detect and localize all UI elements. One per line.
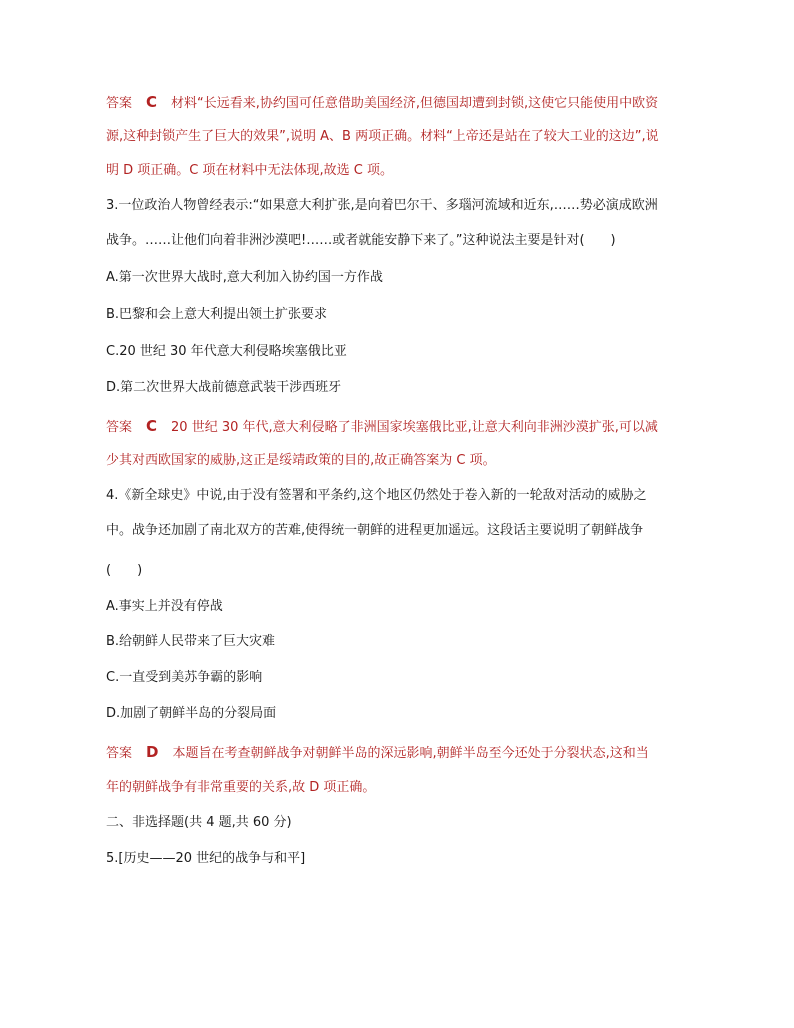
answer-2-letter: C [146, 93, 158, 111]
answer-4-text-1: 本题旨在考查朝鲜战争对朝鲜半岛的深远影响,朝鲜半岛至今还处于分裂状态,这和当 [172, 746, 649, 761]
answer-3-tag: 答案 [106, 420, 133, 435]
answer-4-line-1 [106, 744, 649, 762]
question-4-stem-1: 4.《新全球史》中说,由于没有签署和平条约,这个地区仍然处于卷入新的一轮敌对活动的威胁之 [106, 488, 647, 503]
question-4-option-d: D.加剧了朝鲜半岛的分裂局面 [106, 706, 277, 721]
question-3-option-c: C.20 世纪 30 年代意大利侵略埃塞俄比亚 [106, 344, 347, 359]
answer-2-tag: 答案 [106, 96, 133, 111]
question-4-stem-3: ( ) [106, 563, 143, 578]
question-4-option-c: C.一直受到美苏争霸的影响 [106, 670, 263, 685]
question-5-heading: 5.[历史——20 世纪的战争与和平] [106, 851, 306, 866]
answer-2-text-1: 材料“长远看来,协约国可任意借助美国经济,但德国却遭到封锁,这使它只能使用中欧资 [171, 96, 659, 111]
question-3-stem-1: 3.一位政治人物曾经表示:“如果意大利扩张,是向着巴尔干、多瑙河流域和近东,……势必演成欧洲 [106, 198, 658, 213]
question-4-stem-2: 中。战争还加剧了南北双方的苦难,使得统一朝鲜的进程更加遥远。这段话主要说明了朝鲜战争 [106, 523, 644, 538]
answer-4-tag: 答案 [106, 746, 133, 761]
answer-3-letter: C [146, 417, 158, 435]
question-3-option-d: D.第二次世界大战前德意武装干涉西班牙 [106, 380, 342, 395]
section-2-heading: 二、非选择题(共 4 题,共 60 分) [106, 815, 292, 830]
question-4-option-b: B.给朝鲜人民带来了巨大灾难 [106, 634, 276, 649]
answer-2-line-1 [106, 94, 658, 112]
question-3-stem-2: 战争。……让他们向着非洲沙漠吧!……或者就能安静下来了。”这种说法主要是针对( ) [106, 233, 616, 248]
answer-2-line-2: 源,这种封锁产生了巨大的效果”,说明 A、B 两项正确。材料“上帝还是站在了较大工业的这边”,说 [106, 129, 659, 144]
answer-3-line-2: 少其对西欧国家的威胁,这正是绥靖政策的目的,故正确答案为 C 项。 [106, 453, 496, 468]
answer-4-letter: D [146, 743, 159, 761]
answer-2-line-3: 明 D 项正确。C 项在材料中无法体现,故选 C 项。 [106, 163, 393, 178]
question-4-option-a: A.事实上并没有停战 [106, 599, 223, 614]
question-3-option-b: B.巴黎和会上意大利提出领土扩张要求 [106, 307, 328, 322]
question-3-option-a: A.第一次世界大战时,意大利加入协约国一方作战 [106, 270, 383, 285]
answer-4-line-2: 年的朝鲜战争有非常重要的关系,故 D 项正确。 [106, 780, 376, 795]
answer-3-text-1: 20 世纪 30 年代,意大利侵略了非洲国家埃塞俄比亚,让意大利向非洲沙漠扩张,可以减 [171, 420, 658, 435]
answer-3-line-1 [106, 418, 658, 436]
